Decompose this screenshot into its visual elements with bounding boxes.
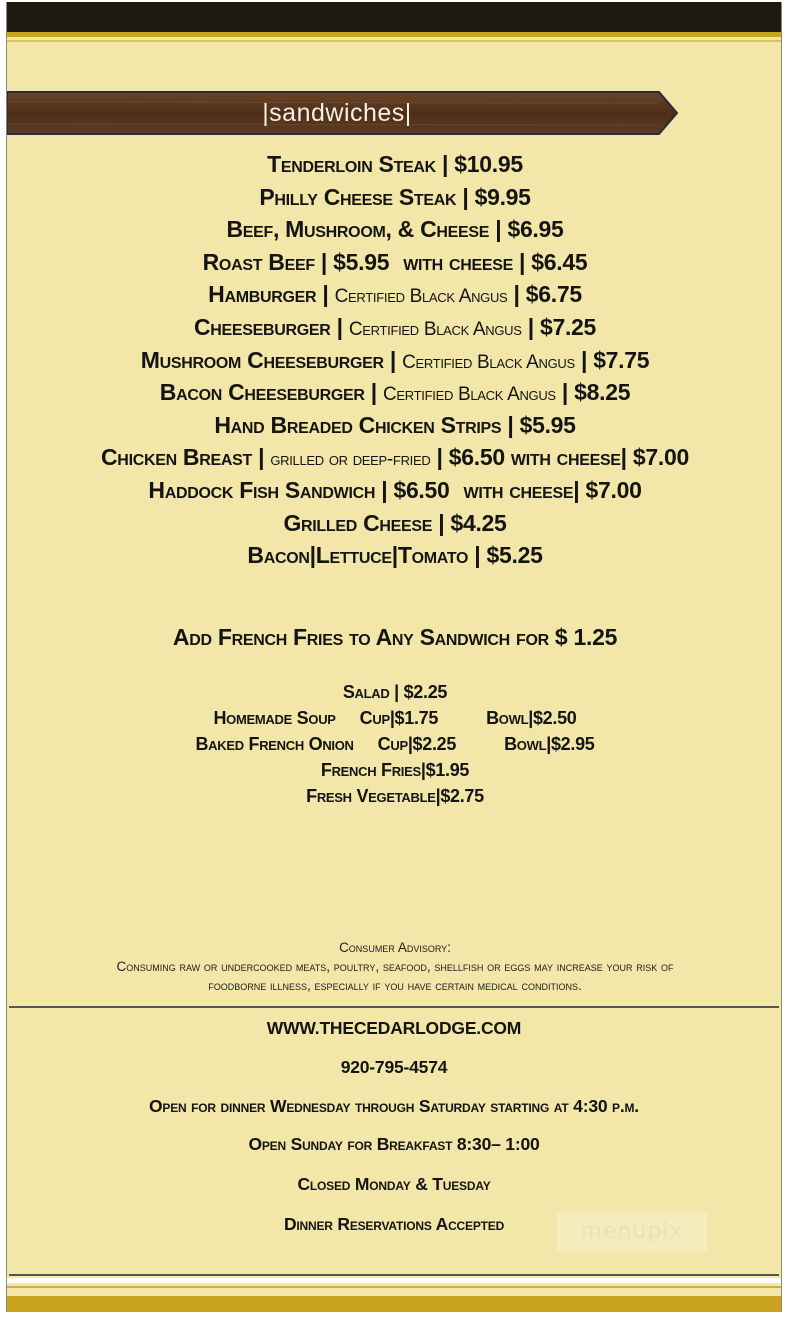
menu-item: Tenderloin Steak | $10.95 xyxy=(267,151,523,177)
menu-item: Beef, Mushroom, & Cheese | $6.95 xyxy=(226,216,564,243)
phone-number[interactable]: 920-795-4574 xyxy=(340,1057,448,1077)
menu-item: Grilled Cheese | $4.25 xyxy=(283,509,507,536)
menu-item: Cheeseburger | Certified Black Angus | $7.25 xyxy=(193,313,597,340)
menu-item: Haddock Fish Sandwich | $6.50 with cheese| $7.00 xyxy=(148,476,642,503)
top-dark-band xyxy=(7,2,781,32)
fries-addon-note: Add French Fries to Any Sandwich for $ 1.25 xyxy=(172,624,618,650)
closed-days: Closed Monday & Tuesday xyxy=(297,1174,491,1194)
top-gold-stripe xyxy=(7,32,781,37)
sides-list xyxy=(7,679,783,809)
advisory-line: Consuming raw or undercooked meats, poultry, seafood, shellfish or eggs may increase your risk of xyxy=(116,959,674,974)
menu-item: Hand Breaded Chicken Strips | $5.95 xyxy=(214,411,576,438)
advisory-title: Consumer Advisory: xyxy=(339,940,451,955)
advisory-line: foodborne illness, especially if you have certain medical conditions. xyxy=(208,978,582,993)
sandwich-list xyxy=(7,148,783,572)
menu-item: Mushroom Cheeseburger | Certified Black Angus | $7.75 xyxy=(140,346,650,373)
consumer-advisory xyxy=(7,938,783,995)
menu-item: Bacon Cheeseburger | Certified Black Angus | $8.25 xyxy=(159,379,631,406)
bottom-gold-band xyxy=(7,1296,781,1312)
dinner-hours: Open for dinner Wednesday through Saturday starting at 4:30 p.m. xyxy=(149,1096,639,1116)
section-title: |sandwiches| xyxy=(262,99,412,127)
menu-item: Roast Beef | $5.95 with cheese | $6.45 xyxy=(202,248,588,275)
menu-item: Chicken Breast | grilled or deep-fried | $6.50 with cheese| $7.00 xyxy=(101,444,689,471)
side-item: Fresh Vegetable|$2.75 xyxy=(306,786,484,806)
side-item: French Fries|$1.95 xyxy=(320,760,470,780)
bottom-thin-stripe xyxy=(7,1286,781,1288)
side-item: Baked French Onion Cup|$2.25 Bowl|$2.95 xyxy=(195,734,595,754)
side-item: Salad | $2.25 xyxy=(342,682,448,702)
menu-item: Bacon|Lettuce|Tomato | $5.25 xyxy=(247,542,543,569)
menupix-watermark: menupix xyxy=(557,1212,707,1252)
bottom-white-stripe xyxy=(7,1278,781,1283)
section-banner xyxy=(7,90,679,136)
menu-page xyxy=(6,2,782,1312)
reservations-note: Dinner Reservations Accepted xyxy=(283,1214,505,1234)
top-thin-stripe xyxy=(7,40,781,42)
website-link[interactable]: WWW.THECEDARLODGE.COM xyxy=(266,1018,522,1038)
menu-item: Philly Cheese Steak | $9.95 xyxy=(259,183,531,210)
side-item: Homemade Soup Cup|$1.75 Bowl|$2.50 xyxy=(213,708,577,728)
sunday-hours: Open Sunday for Breakfast 8:30– 1:00 xyxy=(248,1134,540,1154)
menu-item: Hamburger | Certified Black Angus | $6.75 xyxy=(208,281,582,308)
